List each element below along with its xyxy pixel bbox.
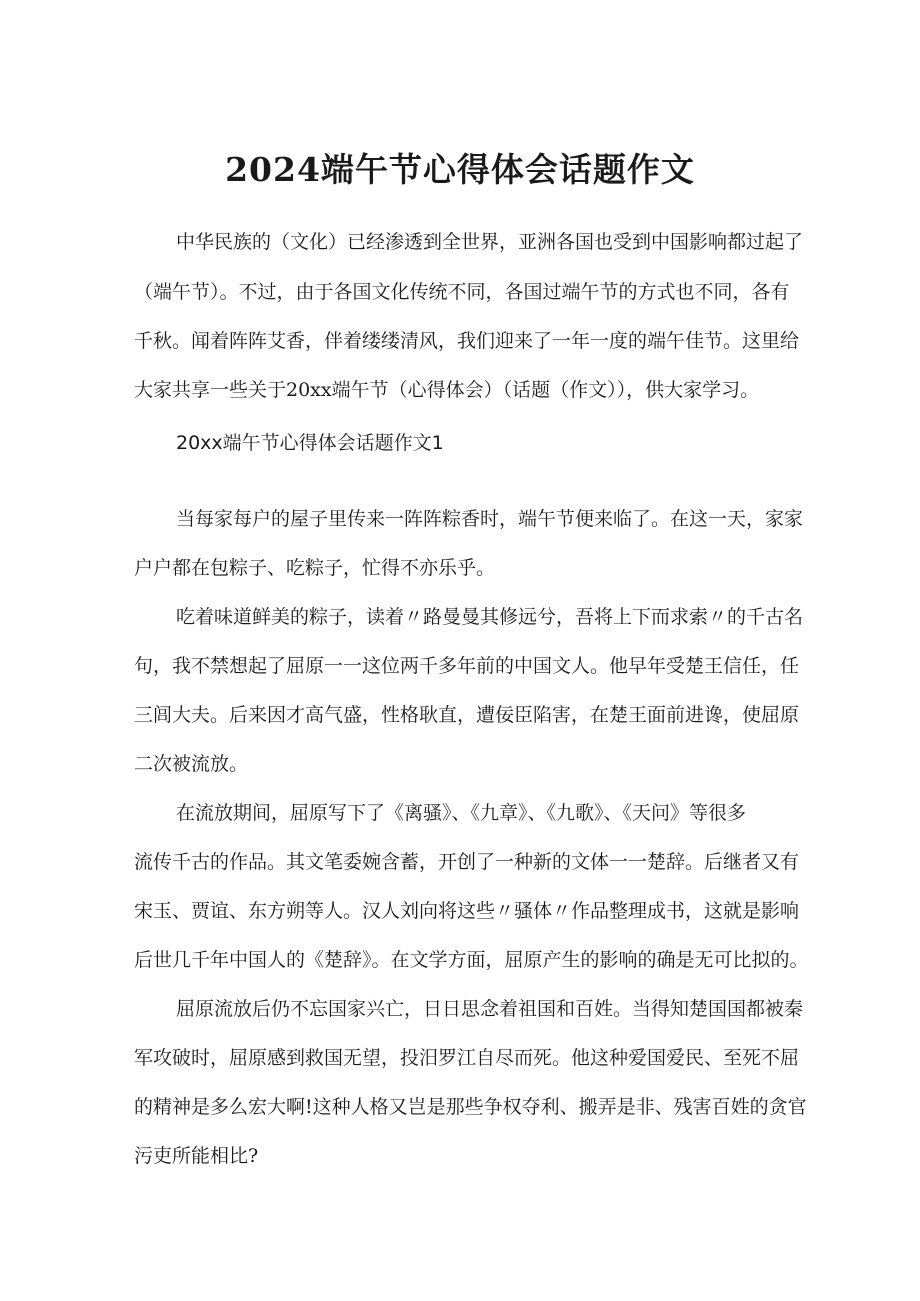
intro-line: （端午节）。不过，由于各国文化传统不同，各国过端午节的方式也不同，各有 [134, 281, 790, 303]
paragraph-line: 在流放期间，屈原写下了《离骚》、《九章》、《九歌》、《天问》等很多 [176, 802, 747, 824]
paragraph-line: 宋玉、贾谊、东方朔等人。汉人刘向将这些〃骚体〃作品整理成书，这就是影响 [134, 900, 800, 922]
section-heading: 20xx端午节心得体会话题作文1 [176, 432, 444, 454]
paragraph-line: 军攻破时，屈原感到救国无望，投汨罗江自尽而死。他这种爱国爱民、至死不屈 [134, 1047, 800, 1069]
paragraph-line: 后世几千年中国人的《楚辞》。在文学方面，屈原产生的影响的确是无可比拟的。 [134, 949, 809, 971]
paragraph-line: 污吏所能相比? [134, 1145, 259, 1167]
paragraph-line: 句，我不禁想起了屈原一一这位两千多年前的中国文人。他早年受楚王信任，任 [134, 655, 800, 677]
paragraph-line: 三闾大夫。后来因才高气盛，性格耿直，遭佞臣陷害，在楚王面前进谗，使屈原 [134, 704, 800, 726]
document-title: 2024端午节心得体会话题作文 [225, 150, 695, 189]
intro-line: 大家共享一些关于20xx端午节（心得体会）（话题（作文）），供大家学习。 [134, 379, 760, 401]
paragraph-line: 吃着味道鲜美的粽子，读着〃路曼曼其修远兮，吾将上下而求索〃的千古名 [176, 606, 804, 628]
paragraph-line: 户户都在包粽子、吃粽子，忙得不亦乐乎。 [134, 557, 496, 579]
intro-line: 中华民族的（文化）已经渗透到全世界，亚洲各国也受到中国影响都过起了 [176, 231, 804, 253]
paragraph-line: 屈原流放后仍不忘国家兴亡，日日思念着祖国和百姓。当得知楚国国都被秦 [176, 998, 804, 1020]
paragraph-line: 的精神是多么宏大啊!这种人格又岂是那些争权夺利、搬弄是非、残害百姓的贪官 [134, 1096, 807, 1118]
paragraph-line: 流传千古的作品。其文笔委婉含蓄，开创了一种新的文体一一楚辞。后继者又有 [134, 851, 800, 873]
paragraph-line: 二次被流放。 [134, 753, 249, 775]
paragraph-line: 当每家每户的屋子里传来一阵阵粽香时，端午节便来临了。在这一天，家家 [176, 508, 804, 530]
intro-line: 千秋。闻着阵阵艾香，伴着缕缕清风，我们迎来了一年一度的端午佳节。这里给 [134, 330, 800, 352]
